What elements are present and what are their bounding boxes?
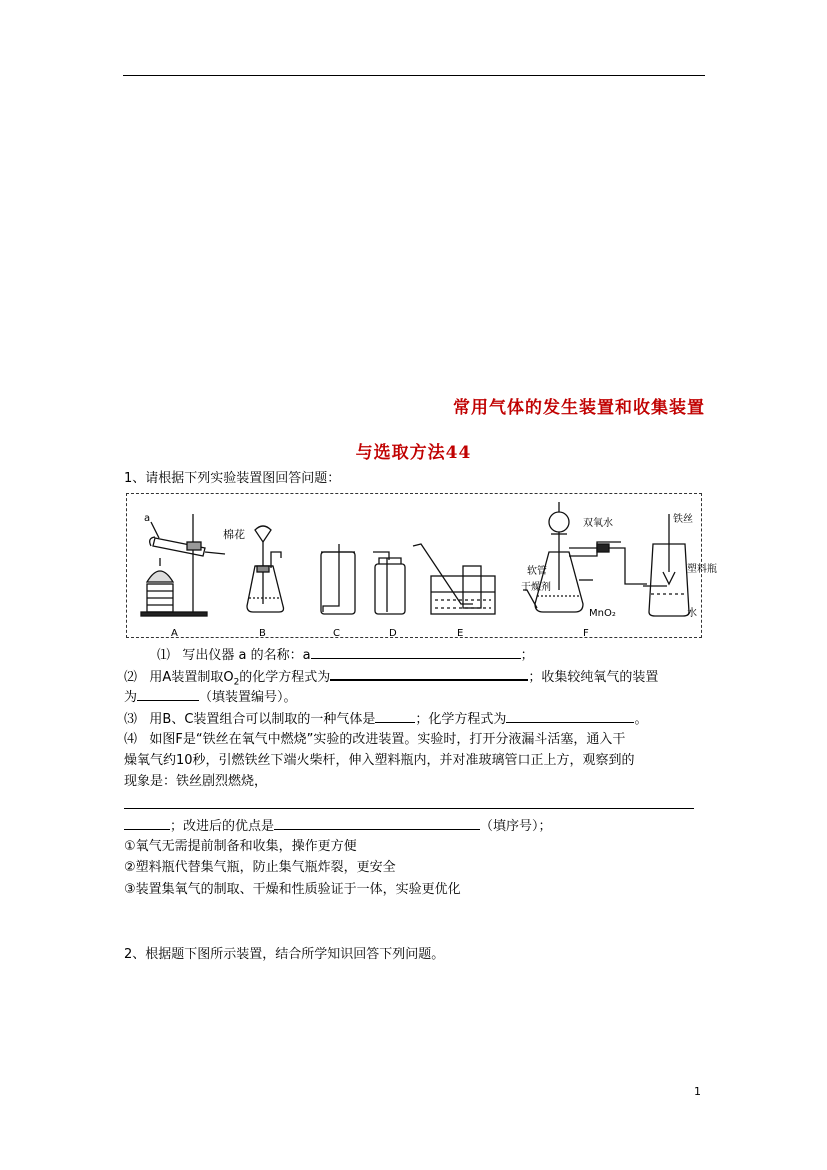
o2-subscript: 2: [233, 677, 240, 688]
q1-part-2-text-b: 的化学方程式为: [239, 670, 331, 685]
apparatus-drawing: [127, 494, 717, 639]
q1-part-1-end: ；: [520, 648, 534, 663]
label-mno2: MnO₂: [589, 608, 616, 619]
apparatus-a: [141, 514, 225, 616]
q1-part-3-text-b: ；化学方程式为: [415, 712, 507, 727]
label-peroxide: 双氧水: [583, 518, 613, 529]
label-a-tag: a: [144, 513, 151, 524]
apparatus-e: [413, 544, 495, 614]
q1-part-2-num: ⑵: [124, 670, 138, 685]
apparatus-c: [321, 544, 355, 614]
q1-part-2-line-2: [124, 686, 297, 708]
option-2: ②塑料瓶代替集气瓶，防止集气瓶炸裂，更安全: [124, 860, 396, 875]
q2-stem: 2、根据题下图所示装置，结合所学知识回答下列问题。: [124, 947, 445, 962]
apparatus-figure: [126, 493, 717, 639]
q1-stem: 1、请根据下列实验装置图回答问题：: [124, 471, 341, 486]
q1-part-1-text: 写出仪器 a 的名称：a: [182, 648, 311, 663]
q1-part-2-text-e: （填装置编号）。: [199, 690, 297, 705]
label-B: B: [259, 628, 266, 639]
q1-part-4-line-5: [124, 815, 552, 837]
label-F: F: [583, 628, 589, 639]
label-C: C: [333, 628, 340, 639]
title-line-1: 常用气体的发生装置和收集装置: [453, 398, 705, 418]
q1-part-2-text-d: 为: [124, 690, 138, 705]
q1-part-4-text-5: ；改进后的优点是: [170, 819, 275, 834]
o2-formula: O: [223, 670, 234, 685]
answer-blank-3[interactable]: [137, 686, 199, 701]
q1-part-4-line-2: 燥氧气约10秒，引燃铁丝下端火柴杆，伸入塑料瓶内，并对准玻璃管口正上方，观察到的: [124, 753, 635, 768]
label-A: A: [171, 628, 178, 639]
answer-blank-1[interactable]: [311, 644, 521, 659]
page-number: 1: [694, 1085, 701, 1098]
q1-part-3: [124, 708, 647, 730]
label-tube: 软管: [527, 566, 547, 577]
q1-part-4-text-1: 如图F是“铁丝在氧气中燃烧”实验的改进装置。实验时，打开分液漏斗活塞，通入干: [149, 732, 626, 747]
q1-part-2-text-a: 用A装置制取: [149, 670, 224, 685]
label-cotton: 棉花: [223, 528, 245, 541]
q1-part-3-text-c: 。: [634, 712, 648, 727]
label-wire: 铁丝: [673, 514, 693, 525]
option-3: ③装置集氧气的制取、干燥和性质验证于一体，实验更优化: [124, 882, 461, 897]
q1-part-4-line-3: 现象是：铁丝剧烈燃烧，: [124, 774, 268, 789]
q1-part-3-text-a: 用B、C装置组合可以制取的一种气体是: [149, 712, 376, 727]
answer-blank-8[interactable]: [274, 815, 480, 830]
label-E: E: [457, 628, 464, 639]
answer-blank-5[interactable]: [506, 708, 634, 723]
apparatus-d: [373, 552, 405, 614]
label-D: D: [389, 628, 397, 639]
answer-blank-2[interactable]: [330, 665, 528, 681]
answer-blank-4[interactable]: [375, 708, 415, 723]
q1-part-1: [157, 644, 534, 666]
option-1: ①氧气无需提前制备和收集，操作更方便: [124, 839, 357, 854]
title-line-2: 与选取方法44: [355, 443, 472, 463]
label-plastic-bottle: 塑料瓶: [687, 564, 717, 575]
q1-part-4-text-5-end: （填序号）；: [480, 819, 552, 834]
q1-part-1-num: ⑴: [157, 648, 171, 663]
q1-part-4-line-1: [124, 730, 625, 750]
q1-part-3-num: ⑶: [124, 712, 138, 727]
q1-part-2-text-c: ；收集较纯氧气的装置: [528, 670, 659, 685]
q1-part-4-num: ⑷: [124, 732, 138, 747]
answer-blank-6[interactable]: [124, 808, 694, 809]
label-desiccant: 干燥剂: [521, 582, 551, 593]
header-rule: [123, 75, 705, 76]
label-water: 水: [687, 608, 697, 619]
apparatus-b: [247, 526, 284, 612]
answer-blank-7[interactable]: [124, 815, 170, 830]
